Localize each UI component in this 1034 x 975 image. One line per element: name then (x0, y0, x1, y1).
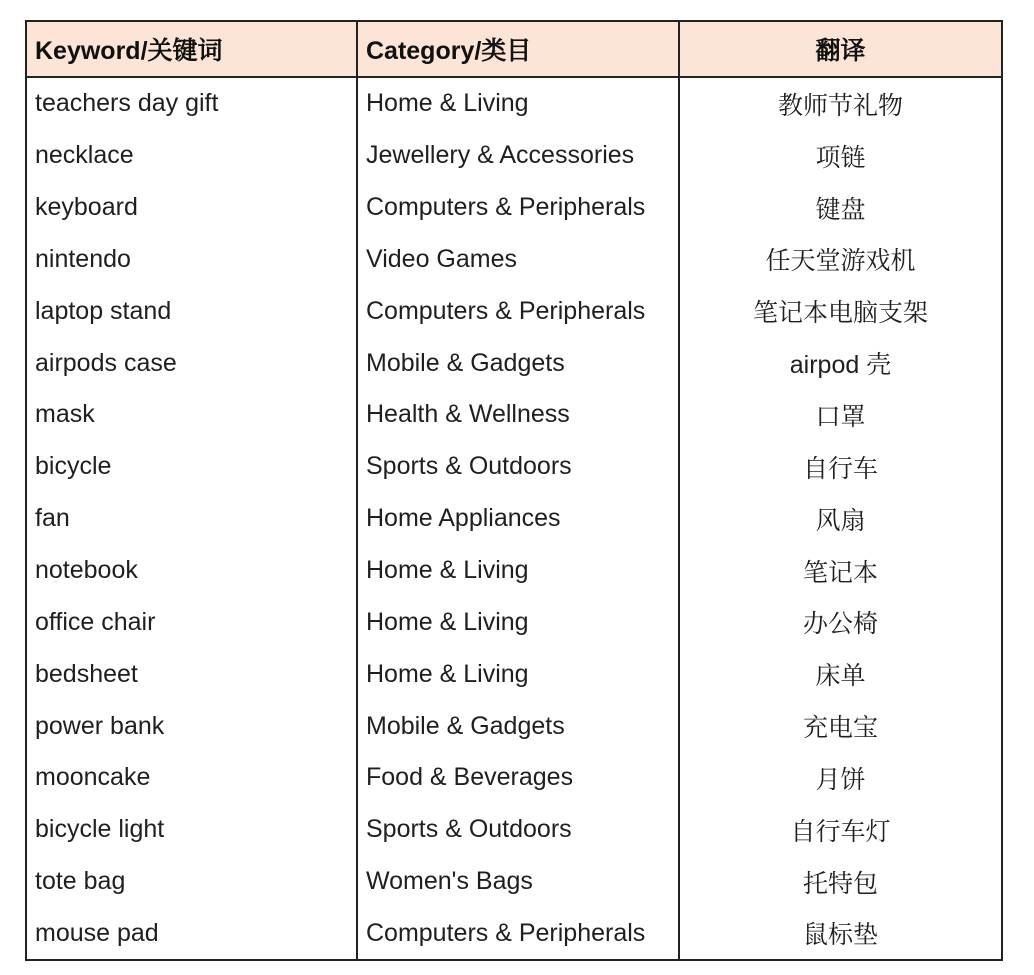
cell-keyword: teachers day gift (26, 77, 357, 130)
cell-translation: 项链 (815, 143, 866, 172)
cell-category: Sports & Outdoors (357, 804, 679, 856)
cell-category: Food & Beverages (357, 752, 679, 804)
table-row (26, 285, 1002, 337)
cell-keyword: fan (26, 493, 357, 545)
table-row (26, 182, 1002, 234)
cell-keyword: mouse pad (26, 908, 357, 961)
table-row (26, 752, 1002, 804)
cell-translation: 自行车灯 (790, 817, 891, 846)
cell-category: Health & Wellness (357, 389, 679, 441)
header-keyword: Keyword/关键词 (26, 21, 357, 77)
cell-keyword: notebook (26, 545, 357, 597)
cell-category: Women's Bags (357, 856, 679, 908)
cell-translation: 教师节礼物 (777, 91, 903, 120)
cell-category: Computers & Peripherals (357, 182, 679, 234)
cell-keyword: bicycle light (26, 804, 357, 856)
cell-keyword: bicycle (26, 441, 357, 493)
cell-keyword: power bank (26, 700, 357, 752)
cell-keyword: airpods case (26, 337, 357, 389)
cell-keyword: mooncake (26, 752, 357, 804)
table-row (26, 441, 1002, 493)
cell-category: Mobile & Gadgets (357, 337, 679, 389)
table-row (26, 648, 1002, 700)
cell-translation: 笔记本电脑支架 (752, 299, 928, 328)
table-row (26, 856, 1002, 908)
table-row (26, 493, 1002, 545)
cell-category: Jewellery & Accessories (357, 130, 679, 182)
keyword-table (25, 20, 1003, 961)
cell-translation: 床单 (815, 662, 866, 691)
cell-keyword: necklace (26, 130, 357, 182)
cell-category: Home Appliances (357, 493, 679, 545)
table-row (26, 804, 1002, 856)
cell-category: Computers & Peripherals (357, 285, 679, 337)
cell-category: Home & Living (357, 77, 679, 130)
cell-category: Home & Living (357, 545, 679, 597)
cell-category: Video Games (357, 234, 679, 286)
cell-translation: 自行车 (802, 454, 878, 483)
cell-category: Mobile & Gadgets (357, 700, 679, 752)
table-row (26, 337, 1002, 389)
cell-category: Home & Living (357, 596, 679, 648)
cell-translation: 鼠标垫 (802, 921, 878, 950)
cell-keyword: laptop stand (26, 285, 357, 337)
table-row (26, 908, 1002, 961)
cell-keyword: nintendo (26, 234, 357, 286)
cell-category: Sports & Outdoors (357, 441, 679, 493)
header-translation: 翻译 (679, 21, 1002, 77)
cell-category: Home & Living (357, 648, 679, 700)
table-row (26, 700, 1002, 752)
table-row (26, 389, 1002, 441)
cell-category: Computers & Peripherals (357, 908, 679, 961)
cell-translation: 充电宝 (802, 714, 878, 743)
cell-translation: 笔记本 (802, 558, 878, 587)
cell-translation: 口罩 (815, 402, 866, 431)
table-row (26, 545, 1002, 597)
table-body (26, 77, 1002, 960)
keyword-table-container (25, 20, 1001, 961)
table-row (26, 77, 1002, 130)
cell-translation: 风扇 (815, 506, 866, 535)
header-category: Category/类目 (357, 21, 679, 77)
cell-translation: 办公椅 (802, 610, 878, 639)
cell-translation: 托特包 (802, 869, 878, 898)
table-header (26, 21, 1002, 77)
cell-keyword: mask (26, 389, 357, 441)
table-row (26, 234, 1002, 286)
cell-keyword: tote bag (26, 856, 357, 908)
header-row (26, 21, 1002, 77)
cell-keyword: office chair (26, 596, 357, 648)
table-row (26, 130, 1002, 182)
cell-keyword: keyboard (26, 182, 357, 234)
table-row (26, 596, 1002, 648)
cell-translation: airpod 壳 (789, 351, 892, 380)
cell-translation: 月饼 (815, 765, 866, 794)
cell-translation: 任天堂游戏机 (765, 247, 916, 276)
cell-translation: 键盘 (815, 195, 866, 224)
cell-keyword: bedsheet (26, 648, 357, 700)
